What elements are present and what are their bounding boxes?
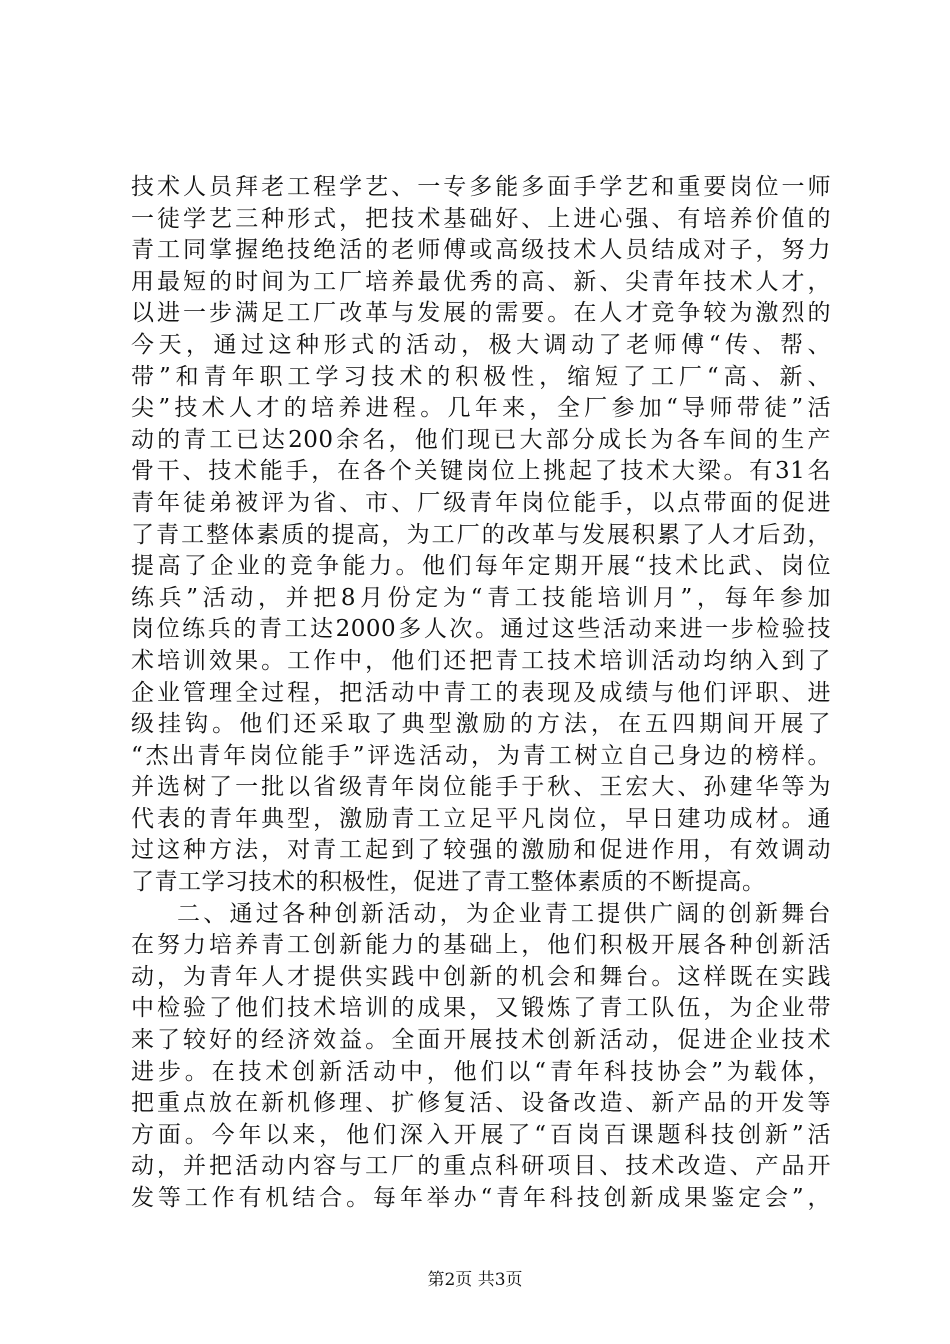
page-footer: 第2页 共3页	[427, 1270, 523, 1290]
text-line: 一徒学艺三种形式，把技术基础好、上进心强、有培养价值的	[131, 205, 831, 232]
text-line: 动的青工已达200余名，他们现已大部分成长为各车间的生产	[131, 426, 831, 453]
text-line: 把重点放在新机修理、扩修复活、设备改造、新产品的开发等	[131, 1090, 831, 1117]
text-line: 级挂钩。他们还采取了典型激励的方法，在五四期间开展了	[131, 711, 831, 738]
document-body	[131, 172, 831, 1215]
text-line: 带”和青年职工学习技术的积极性，缩短了工厂“高、新、	[131, 363, 831, 390]
text-line: 发等工作有机结合。每年举办“青年科技创新成果鉴定会”，	[131, 1185, 831, 1211]
text-line: 提高了企业的竞争能力。他们每年定期开展“技术比武、岗位	[131, 553, 831, 580]
text-line: 以进一步满足工厂改革与发展的需要。在人才竞争较为激烈的	[131, 300, 831, 327]
text-line: 动，并把活动内容与工厂的重点科研项目、技术改造、产品开	[131, 1153, 831, 1180]
text-line: 青工同掌握绝技绝活的老师傅或高级技术人员结成对子，努力	[131, 237, 831, 264]
text-line: 中检验了他们技术培训的成果，又锻炼了青工队伍，为企业带	[131, 995, 831, 1022]
text-line: 并选树了一批以省级青年岗位能手于秋、王宏大、孙建华等为	[131, 774, 831, 801]
text-line: 练兵”活动，并把8月份定为“青工技能培训月”，每年参加	[131, 584, 831, 611]
text-line: 过这种方法，对青工起到了较强的激励和促进作用，有效调动	[131, 837, 831, 864]
text-line: “杰出青年岗位能手”评选活动，为青工树立自己身边的榜样。	[131, 742, 831, 769]
text-line: 代表的青年典型，激励青工立足平凡岗位，早日建功成材。通	[131, 805, 831, 832]
text-line: 岗位练兵的青工达2000多人次。通过这些活动来进一步检验技	[131, 616, 831, 643]
text-line: 进步。在技术创新活动中，他们以“青年科技协会”为载体，	[131, 1058, 831, 1085]
text-line: 用最短的时间为工厂培养最优秀的高、新、尖青年技术人才，	[131, 268, 831, 295]
text-line: 技术人员拜老工程学艺、一专多能多面手学艺和重要岗位一师	[131, 174, 831, 200]
text-line: 今天，通过这种形式的活动，极大调动了老师傅“传、帮、	[131, 331, 831, 358]
text-line: 二、通过各种创新活动，为企业青工提供广阔的创新舞台	[177, 900, 831, 927]
text-line: 术培训效果。工作中，他们还把青工技术培训活动均纳入到了	[131, 647, 831, 674]
text-line: 来了较好的经济效益。全面开展技术创新活动，促进企业技术	[131, 1027, 831, 1054]
text-line: 企业管理全过程，把活动中青工的表现及成绩与他们评职、进	[131, 679, 831, 706]
text-line: 在努力培养青工创新能力的基础上，他们积极开展各种创新活	[131, 932, 831, 959]
text-line: 方面。今年以来，他们深入开展了“百岗百课题科技创新”活	[131, 1121, 831, 1148]
text-line: 了青工学习技术的积极性，促进了青工整体素质的不断提高。	[131, 869, 766, 896]
text-line: 骨干、技术能手，在各个关键岗位上挑起了技术大梁。有31名	[131, 458, 831, 485]
text-line: 动，为青年人才提供实践中创新的机会和舞台。这样既在实践	[131, 963, 831, 990]
text-line: 了青工整体素质的提高，为工厂的改革与发展积累了人才后劲，	[131, 521, 831, 548]
text-line: 尖”技术人才的培养进程。几年来，全厂参加“导师带徒”活	[131, 395, 831, 422]
text-line: 青年徒弟被评为省、市、厂级青年岗位能手，以点带面的促进	[131, 489, 831, 516]
